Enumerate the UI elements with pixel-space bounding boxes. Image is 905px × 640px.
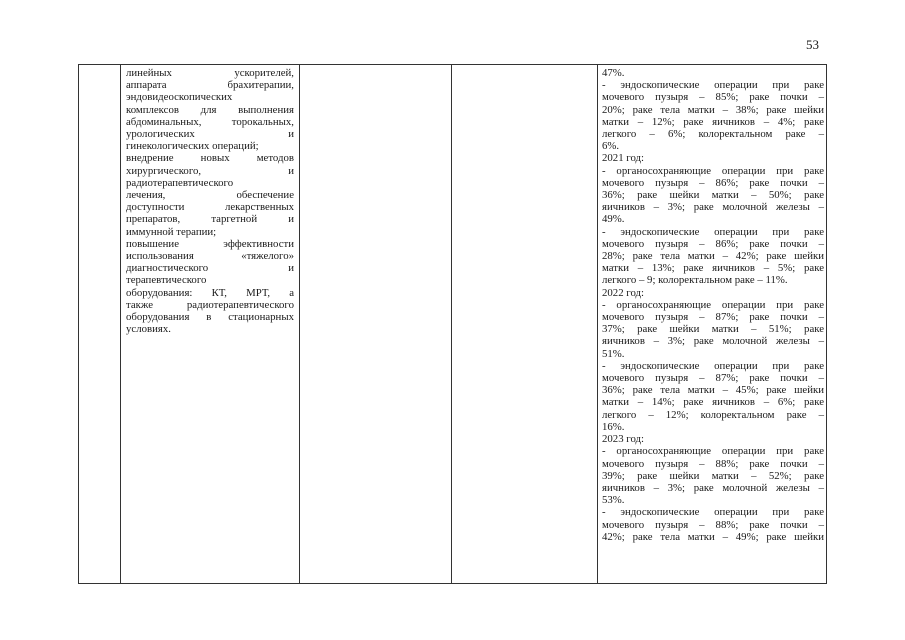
- results-text-line: 2023 год:: [602, 433, 645, 446]
- measures-text-line: терапевтического: [126, 274, 207, 287]
- measures-cell: [126, 67, 294, 335]
- results-text-line: 51%.: [602, 347, 625, 360]
- measures-text-line: препаратов, таргетной и: [126, 213, 294, 226]
- results-text-line: мочевого пузыря – 87%; раке почки –: [602, 372, 824, 385]
- results-text-line: мочевого пузыря – 87%; раке почки –: [602, 311, 824, 324]
- results-text-line: мочевого пузыря – 86%; раке почки –: [602, 237, 824, 250]
- results-text-line: 36%; раке шейки матки – 50%; раке: [602, 189, 824, 202]
- results-text-line: мочевого пузыря – 88%; раке почки –: [602, 457, 824, 470]
- measures-text-line: аппарата брахитерапии,: [126, 79, 294, 92]
- measures-text-line: лечения, обеспечение: [126, 189, 294, 202]
- measures-text-line: иммунной терапии;: [126, 225, 217, 238]
- column-divider-3: [451, 65, 452, 583]
- column-divider-1: [120, 65, 121, 583]
- results-text-line: - эндоскопические операции при раке: [602, 225, 824, 238]
- results-text-line: 42%; раке тела матки – 49%; раке шейки: [602, 530, 824, 543]
- page-number: 53: [806, 37, 819, 52]
- results-text-line: - органосохраняющие операции при раке: [602, 445, 824, 458]
- results-text-line: 47%.: [602, 67, 625, 79]
- results-text-line: матки – 14%; раке яичников – 6%; раке: [602, 396, 824, 409]
- measures-text-line: линейных ускорителей,: [126, 67, 294, 79]
- results-text-line: 37%; раке шейки матки – 51%; раке: [602, 323, 824, 336]
- results-text-line: мочевого пузыря – 88%; раке почки –: [602, 518, 824, 531]
- results-text-line: яичников – 3%; раке молочной железы –: [602, 481, 824, 494]
- measures-text-line: повышение эффективности: [126, 237, 294, 250]
- results-text-line: легкого – 6%; колоректальном раке –: [602, 128, 824, 141]
- results-text-line: яичников – 3%; раке молочной железы –: [602, 335, 824, 348]
- measures-text-line: также радиотерапевтического: [126, 298, 294, 311]
- results-text-line: 6%.: [602, 140, 620, 153]
- results-cell: [602, 67, 824, 543]
- measures-text-line: комплексов для выполнения: [126, 103, 294, 116]
- results-text-line: 28%; раке тела матки – 42%; раке шейки: [602, 250, 824, 263]
- document-table: [78, 64, 827, 584]
- results-text-line: 16%.: [602, 420, 625, 433]
- measures-text-line: оборудования в стационарных: [126, 311, 294, 324]
- measures-text-line: диагностического и: [126, 262, 294, 275]
- results-text-line: яичников – 3%; раке молочной железы –: [602, 201, 824, 214]
- results-text-line: матки – 12%; раке яичников – 4%; раке: [602, 115, 824, 128]
- measures-text-line: хирургического, и: [126, 164, 294, 177]
- results-text-line: 53%.: [602, 494, 625, 507]
- results-text-line: 36%; раке тела матки – 45%; раке шейки: [602, 384, 824, 397]
- results-text-line: - эндоскопические операции при раке: [602, 506, 824, 519]
- results-text-line: мочевого пузыря – 86%; раке почки –: [602, 176, 824, 189]
- measures-text-line: оборудования: КТ, МРТ, а: [126, 286, 294, 299]
- column-divider-4: [597, 65, 598, 583]
- results-text-line: матки – 13%; раке яичников – 5%; раке: [602, 262, 824, 275]
- measures-text-line: гинекологических операций;: [126, 140, 259, 153]
- results-text-line: мочевого пузыря – 85%; раке почки –: [602, 91, 824, 104]
- results-text-line: - эндоскопические операции при раке: [602, 359, 824, 372]
- results-text-line: - органосохраняющие операции при раке: [602, 298, 824, 311]
- results-text-line: 20%; раке тела матки – 38%; раке шейки: [602, 103, 824, 116]
- results-text-line: - органосохраняющие операции при раке: [602, 164, 824, 177]
- measures-text-line: внедрение новых методов: [126, 152, 294, 165]
- measures-text-line: использования «тяжелого»: [126, 250, 294, 263]
- results-text-line: 2021 год:: [602, 152, 645, 165]
- results-text-line: легкого – 9; колоректальном раке – 11%.: [602, 274, 788, 287]
- results-text-line: легкого – 12%; колоректальном раке –: [602, 408, 824, 421]
- measures-text-line: урологических и: [126, 128, 294, 141]
- measures-text-line: радиотерапевтического: [126, 176, 234, 189]
- measures-text-line: абдоминальных, торокальных,: [126, 115, 294, 128]
- results-text-line: 39%; раке шейки матки – 52%; раке: [602, 469, 824, 482]
- measures-text-line: условиях.: [126, 323, 171, 336]
- results-text-line: - эндоскопические операции при раке: [602, 79, 824, 92]
- measures-text-line: доступности лекарственных: [126, 201, 294, 214]
- results-text-line: 2022 год:: [602, 286, 645, 299]
- column-divider-2: [299, 65, 300, 583]
- measures-text-line: эндовидеоскопических: [126, 91, 233, 104]
- results-text-line: 49%.: [602, 213, 625, 226]
